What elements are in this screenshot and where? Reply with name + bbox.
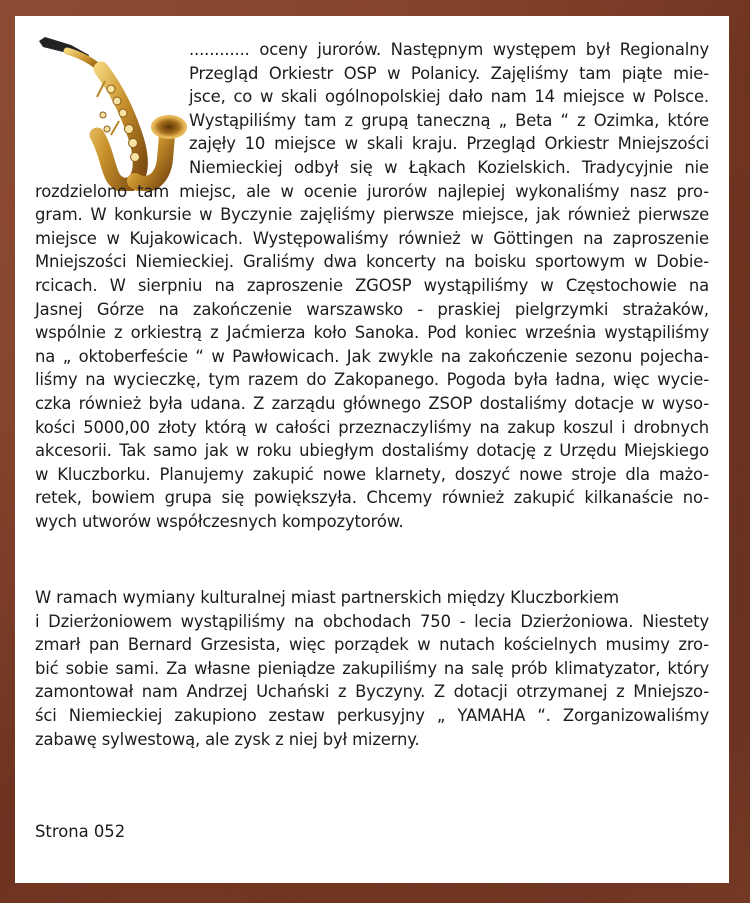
text-line: miejsce w Kujakowicach. Występowaliśmy również w Göttingen na zaproszenie	[35, 228, 709, 248]
text-line: rcicach. W sierpniu na zaproszenie ZGOSP wystąpiliśmy w Częstochowie na	[35, 275, 709, 295]
text-line: akcesorii. Tak samo jak w roku ubiegłym dostaliśmy dotację z Urzędu Miejskiego	[35, 441, 709, 461]
text-line: bić sobie sami. Za własne pieniądze zakupiliśmy na salę prób klimatyzator, który	[35, 658, 709, 678]
page-number: Strona 052	[35, 822, 126, 841]
text-line: rozdzielono tam miejsc, ale w ocenie jurorów najlepiej wykonaliśmy nasz pro-	[35, 181, 709, 201]
text-line: gram. W konkursie w Byczynie zajęliśmy pierwsze miejsce, jak również pierwsze	[35, 205, 709, 225]
text-line: i Dzierżoniowem wystąpiliśmy na obchodach 750 - lecia Dzierżoniowa. Niestety	[35, 611, 709, 631]
text-line: Przegląd Orkiestr OSP w Polanicy. Zajęliśmy tam piąte mie-	[189, 63, 709, 83]
text-line: w Kluczborku. Planujemy zakupić nowe klarnety, doszyć nowe stroje dla mażo-	[35, 464, 709, 484]
text-line: jsce, co w skali ogólnopolskiej dało nam 14 miejsce w Polsce.	[189, 87, 709, 107]
text-line: Niemieckiej odbył się w Łąkach Kozielskich. Tradycyjnie nie	[189, 157, 709, 177]
text-line: zabawę sylwestową, ale zysk z niej był mizerny.	[35, 729, 420, 749]
text-line: ści Niemieckiej zakupiono zestaw perkusyjny „ YAMAHA “. Zorganizowaliśmy	[35, 705, 709, 725]
text-line: zajęły 10 miejsce w skali kraju. Przegląd Orkiestr Mniejszości	[189, 134, 709, 154]
text-line: na „ oktoberfeście “ w Pawłowicach. Jak zwykle na zakończenie sezonu pojecha-	[35, 346, 709, 366]
text-line: czka również była udana. Z zarządu głównego ZSOP dostaliśmy dotacje w wyso-	[35, 393, 709, 413]
text-line: liśmy na wycieczkę, tym razem do Zakopanego. Pogoda była ładna, więc wycie-	[35, 370, 709, 390]
text-line: Mniejszości Niemieckiej. Graliśmy dwa koncerty na boisku sportowym w Dobie-	[35, 252, 709, 272]
paragraph-1	[15, 38, 729, 533]
text-line: retek, bowiem grupa się powiększyła. Chcemy również zakupić kilkanaście no-	[35, 488, 709, 508]
text-line: kości 5000,00 złoty którą w całości przeznaczyliśmy na zakup koszul i drobnych	[35, 417, 709, 437]
text-line: Jasnej Górze na zakończenie warszawsko - praskiej pielgrzymki strażaków,	[35, 299, 709, 319]
document-page	[15, 16, 729, 883]
text-line: zamontował nam Andrzej Uchański z Byczyny. Z dotacji otrzymanej z Mniejszo-	[35, 682, 709, 702]
paragraph-2	[35, 586, 709, 751]
text-line: wspólnie z orkiestrą z Jaćmierza koło Sanoka. Pod koniec września wystąpiliśmy	[35, 323, 709, 343]
text-line: W ramach wymiany kulturalnej miast partnerskich między Kluczborkiem	[35, 588, 619, 607]
text-line: zmarł pan Bernard Grzesista, więc porządek w nutach kościelnych musimy zro-	[35, 635, 709, 655]
text-line: wych utworów współczesnych kompozytorów.	[35, 511, 404, 531]
text-line: ............ oceny jurorów. Następnym występem był Regionalny	[189, 40, 709, 59]
text-line: Wystąpiliśmy tam z grupą taneczną „ Beta “ z Ozimka, które	[189, 110, 709, 130]
